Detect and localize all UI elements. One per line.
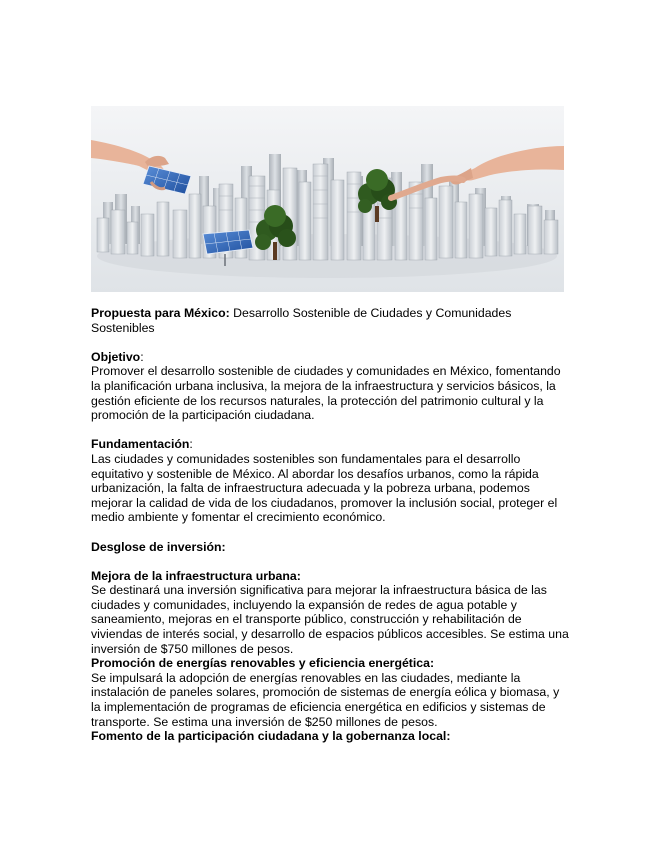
investment-item-title [91,656,569,671]
proposal-label: Propuesta para México: [91,306,230,320]
document-body [91,306,569,744]
objective-heading-label: Objetivo [91,349,141,364]
investment-item-title [91,569,569,584]
rationale-text: Las ciudades y comunidades sostenibles son fundamentales para el desarrollo equitativo y sostenible de México. Al abordar los desafíos urbanos, como la rápida urbanización, la falta de infraestructura adecuada y la pobreza urbana, podemos mejorar la calidad de vida de los ciudadanos, promover la inclusión social, proteger el medio ambiente y fomentar el crecimiento económico. [91,451,558,525]
objective-text: Promover el desarrollo sostenible de ciudades y comunidades en México, fomentando la planificación urbana inclusiva, la mejora de la infraestructura y servicios básicos, la gestión eficiente de los recursos naturales, la protección del patrimonio cultural y la promoción de la participación ciudadana. [91,364,561,423]
investment-heading [91,540,569,555]
investment-item-title-text: Fomento de la participación ciudadana y la gobernanza local: [91,729,451,744]
city-sustainability-image [91,106,564,292]
objective-heading: Objetivo: [91,349,144,364]
proposal-title: Desarrollo Sostenible de Ciudades y Comunidades Sostenibles [91,306,512,335]
investment-item-text: Se destinará una inversión significativa para mejorar la infraestructura básica de las ciudades y comunidades, incluyendo la expansión de redes de agua potable y saneamiento, mejoras en el transporte público, construcción y rehabilitación de viviendas de interés social, y desarrollo de espacios públicos accesibles. Se estima una inversión de $750 millones de pesos. [91,583,569,656]
investment-heading-label: Desglose de inversión: [91,539,226,554]
city-illustration [91,106,564,292]
rationale-heading: Fundamentación: [91,437,193,452]
investment-item-title-text: Mejora de la infraestructura urbana: [91,568,301,583]
investment-item-title [91,729,569,744]
proposal-line [91,306,569,335]
rationale-heading-label: Fundamentación [91,437,190,452]
investment-item-title-text: Promoción de energías renovables y eficiencia energética: [91,656,435,671]
investment-item-text: Se impulsará la adopción de energías renovables en las ciudades, mediante la instalación de paneles solares, promoción de sistemas de energía eólica y biomasa, y la implementación de programas de eficiencia energética en edificios y sistemas de transporte. Se estima una inversión de $250 millones de pesos. [91,670,560,729]
